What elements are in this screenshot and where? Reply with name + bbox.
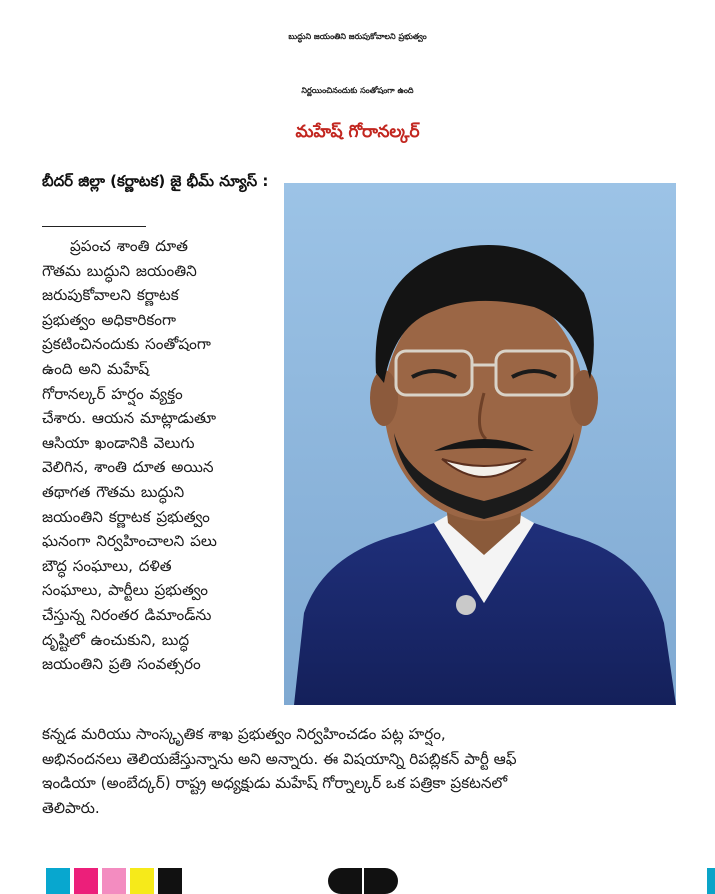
body-line: బౌద్ధ సంఘాలు, దళిత (42, 556, 172, 575)
body-line: సంఘాలు, పార్టీలు ప్రభుత్వం (42, 581, 209, 600)
edge-color-bar (707, 868, 715, 894)
body-line: తథాగత గౌతమ బుద్ధుని (42, 482, 185, 501)
body-line: ఇండియా (అంబేద్కర్) రాష్ట్ర అధ్యక్షుడు మహేష్ గోర్నాల్కర్ ఒక పత్రికా ప్రకటనలో (42, 774, 508, 793)
color-swatch-yellow (130, 868, 154, 894)
body-line: ఘనంగా నిర్వహించాలని పలు (42, 532, 217, 551)
dateline-rule (42, 226, 146, 227)
body-line: చేస్తున్న నిరంతర డిమాండ్‌ను (42, 605, 212, 624)
body-line: జయంతిని కర్ణాటక ప్రభుత్వం (42, 507, 210, 526)
body-line: ప్రభుత్వం అధికారికంగా (42, 310, 176, 329)
body-line: చేశారు. ఆయన మాట్లాడుతూ (42, 409, 216, 428)
body-line: ప్రకటించినందుకు సంతోషంగా (42, 335, 211, 354)
color-swatch-pink (102, 868, 126, 894)
headline-line-2: నిర్ణయించినందుకు సంతోషంగా ఉంది (301, 86, 414, 95)
body-line: కన్నడ మరియు సాంస్కృతిక శాఖ ప్రభుత్వం నిర్వహించడం పట్ల హర్షం, (42, 725, 446, 743)
body-line: జయంతిని ప్రతి సంవత్సరం (42, 655, 201, 674)
body-line: గోరానల్కర్ హర్షం వ్యక్తం (42, 384, 183, 403)
dateline: బీదర్ జిల్లా (కర్ణాటక) జై భీమ్ న్యూస్ : (42, 172, 269, 190)
article-body-column (42, 234, 276, 677)
portrait-photo (284, 183, 676, 705)
registration-mark (328, 868, 398, 894)
color-swatch-black (158, 868, 182, 894)
body-line: ప్రపంచ శాంతి దూత (70, 237, 188, 255)
byline: మహేష్ గోరానల్కర్ (295, 122, 420, 142)
color-swatch-cyan (46, 868, 70, 894)
body-line: జరుపుకోవాలని కర్ణాటక (42, 286, 179, 305)
headline-line-1: బుద్ధుని జయంతిని జరుపుకోవాలని ప్రభుత్వం (288, 32, 427, 41)
body-line: వెలిగిన, శాంతి దూత అయిన (42, 458, 214, 477)
body-line: గౌతమ బుద్ధుని జయంతిని (42, 261, 197, 280)
article-body-wide (42, 722, 662, 820)
portrait-illustration (284, 183, 676, 705)
body-line: తెలిపారు. (42, 798, 100, 817)
body-line: దృష్టిలో ఉంచుకుని, బుద్ధ (42, 630, 190, 649)
body-line: ఆసియా ఖండానికి వెలుగు (42, 433, 195, 452)
color-swatch-magenta (74, 868, 98, 894)
body-line: అభినందనలు తెలియజేస్తున్నాను అని అన్నారు. ఈ విషయాన్ని రిపబ్లికన్ పార్టీ ఆఫ్ (42, 749, 517, 768)
body-line: ఉంది అని మహేష్ (42, 359, 150, 378)
